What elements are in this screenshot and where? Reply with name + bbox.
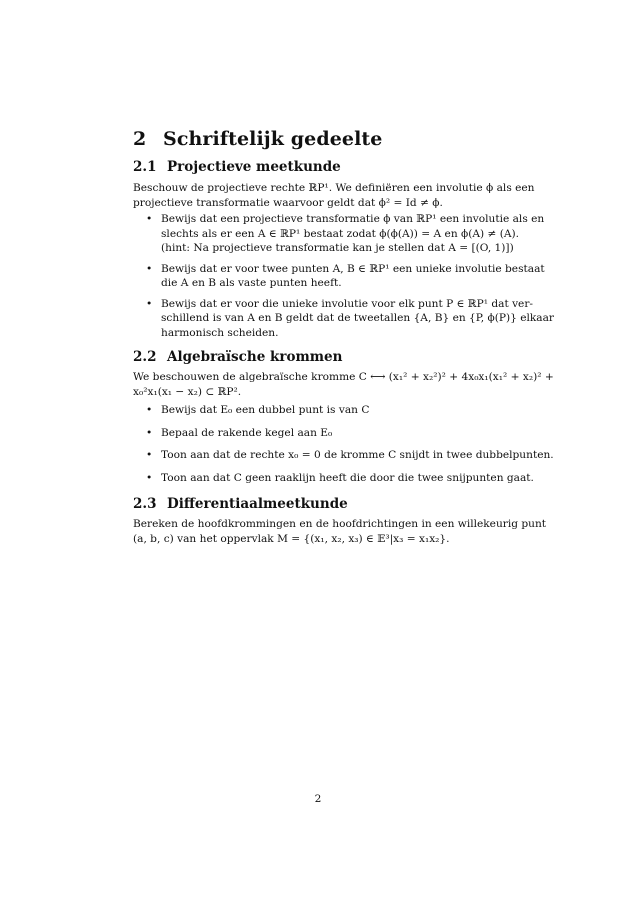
list-item bbox=[143, 212, 545, 256]
projectieve-bullet-list bbox=[143, 212, 554, 340]
text-line: schillend is van A en B geldt dat de tweetallen {A, B} en {P, ϕ(P)} elkaar bbox=[161, 312, 554, 324]
algebraische-bullet-list bbox=[143, 403, 554, 485]
subsection-number: 2.1 bbox=[133, 159, 157, 175]
section-heading bbox=[133, 128, 382, 150]
subsection-number: 2.2 bbox=[133, 349, 157, 365]
bullet-icon: • bbox=[146, 262, 153, 275]
bullet-icon: • bbox=[146, 213, 153, 225]
text-line: Bewijs dat er voor die unieke involutie voor elk punt P ∈ ℝP¹ dat ver- bbox=[161, 297, 533, 310]
list-item bbox=[143, 403, 503, 418]
page-number: 2 bbox=[314, 793, 322, 805]
text-line: Bepaal de rakende kegel aan E₀ bbox=[161, 426, 333, 439]
subsection-title: Projectieve meetkunde bbox=[167, 159, 341, 175]
differentiaal-intro bbox=[133, 517, 547, 547]
text-line: (hint: Na projectieve transformatie kan je stellen dat A = [(O, 1)]) bbox=[161, 242, 514, 254]
bullet-icon: • bbox=[146, 471, 153, 484]
text-line: We beschouwen de algebraïsche kromme C ⟷ (x₁² + x₂²)² + 4x₀x₁(x₁² + x₂)² + bbox=[133, 371, 554, 383]
section-number: 2 bbox=[133, 128, 147, 150]
text-line: (a, b, c) van het oppervlak M = {(x₁, x₂, x₃) ∈ 𝔼³|x₃ = x₁x₂}. bbox=[133, 533, 450, 545]
list-item bbox=[143, 262, 545, 291]
algebraische-intro bbox=[133, 370, 554, 400]
bullet-icon: • bbox=[146, 426, 153, 439]
bullet-icon: • bbox=[146, 297, 153, 310]
list-item bbox=[143, 297, 554, 341]
subsection-heading-algebraische bbox=[133, 349, 342, 365]
text-line: slechts als er een A ∈ ℝP¹ bestaat zodat ϕ(ϕ(A)) = A en ϕ(A) ≠ (A). bbox=[161, 227, 520, 240]
text-line: x₀²x₁(x₁ − x₂) ⊂ ℝP². bbox=[133, 386, 242, 398]
bullet-icon: • bbox=[146, 404, 153, 416]
subsection-title: Algebraïsche krommen bbox=[167, 349, 343, 365]
text-line: harmonisch scheiden. bbox=[161, 326, 279, 339]
text-line: die A en B als vaste punten heeft. bbox=[161, 277, 342, 289]
text-line: Toon aan dat C geen raaklijn heeft die door die twee snijpunten gaat. bbox=[161, 471, 534, 484]
text-line: Bewijs dat er voor twee punten A, B ∈ ℝP¹ een unieke involutie bestaat bbox=[161, 262, 545, 275]
bullet-icon: • bbox=[146, 449, 153, 461]
section-title: Schriftelijk gedeelte bbox=[163, 128, 383, 150]
subsection-heading-projectieve bbox=[133, 159, 341, 175]
text-line: projectieve transformatie waarvoor geldt dat ϕ² = Id ≠ ϕ. bbox=[133, 197, 443, 209]
list-item bbox=[143, 426, 503, 441]
subsection-title: Differentiaalmeetkunde bbox=[167, 496, 348, 512]
text-line: Bereken de hoofdkrommingen en de hoofdrichtingen in een willekeurig punt bbox=[133, 518, 547, 530]
list-item bbox=[143, 471, 534, 486]
text-line: Bewijs dat een projectieve transformatie ϕ van ℝP¹ een involutie als en bbox=[161, 213, 545, 225]
subsection-number: 2.3 bbox=[133, 496, 157, 512]
text-line: Beschouw de projectieve rechte ℝP¹. We definiëren een involutie ϕ als een bbox=[133, 182, 535, 194]
list-item bbox=[143, 448, 554, 463]
text-line: Toon aan dat de rechte x₀ = 0 de kromme C snijdt in twee dubbelpunten. bbox=[161, 449, 554, 461]
text-line: Bewijs dat E₀ een dubbel punt is van C bbox=[161, 404, 370, 416]
projectieve-intro bbox=[133, 181, 535, 211]
subsection-heading-differentiaal bbox=[133, 496, 348, 512]
